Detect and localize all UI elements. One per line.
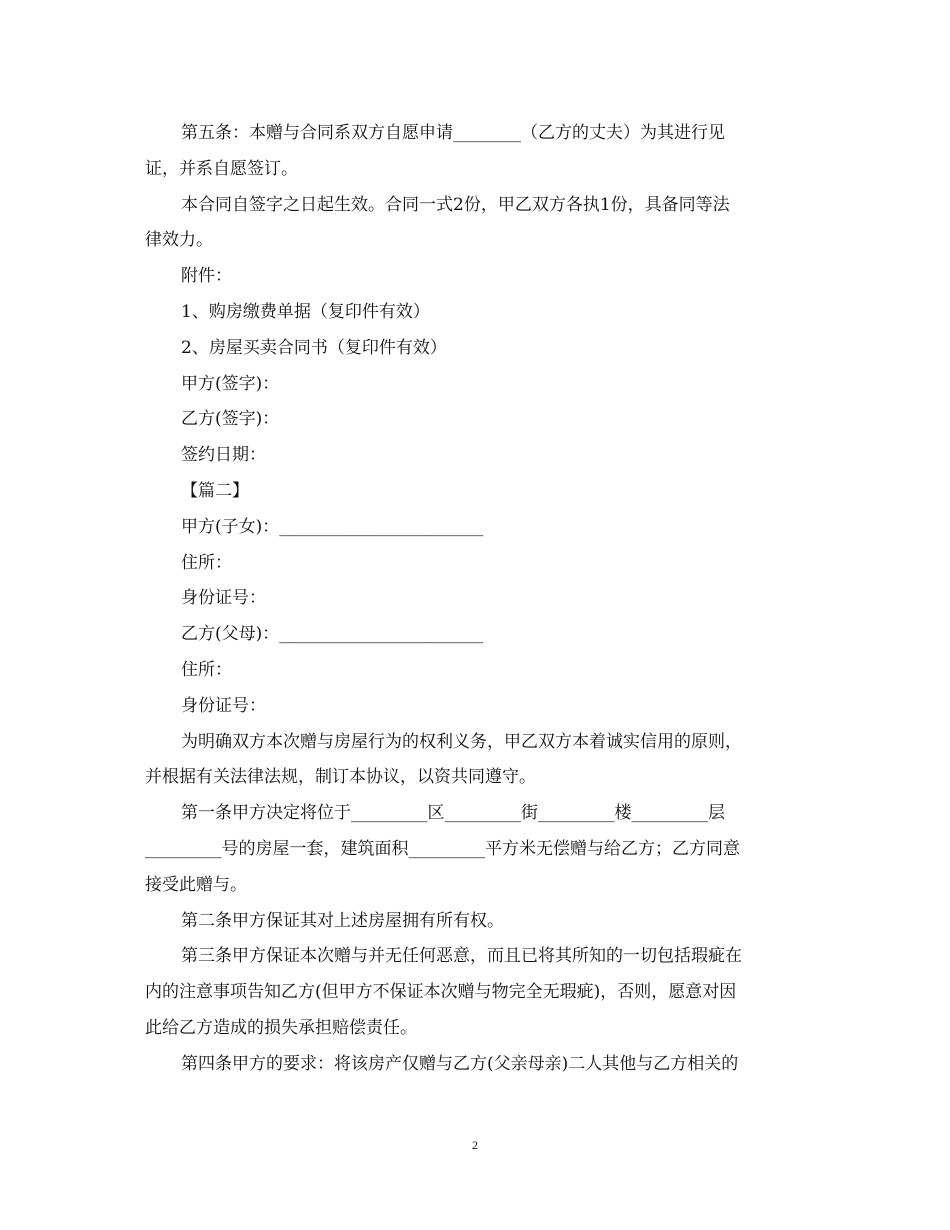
text-line: 第四条甲方的要求：将该房产仅赠与乙方(父亲母亲)二人其他与乙方相关的 bbox=[181, 1053, 739, 1074]
text-line: 内的注意事项告知乙方(但甲方不保证本次赠与物完全无瑕疵)，否则，愿意对因 bbox=[145, 982, 737, 1003]
text-line: 身份证号： bbox=[181, 695, 266, 716]
text-line: 并根据有关法律法规，制订本协议，以资共同遵守。 bbox=[145, 767, 536, 788]
text-line: 乙方(父母)：________________________ bbox=[181, 624, 484, 645]
text-line: 1、购房缴费单据（复印件有效） bbox=[181, 301, 430, 322]
text-line: 住所： bbox=[181, 659, 232, 680]
text-line: 住所： bbox=[181, 552, 232, 573]
text-line: 2、房屋买卖合同书（复印件有效） bbox=[181, 337, 447, 358]
text-line: 本合同自签字之日起生效。合同一式2份，甲乙双方各执1份，具备同等法 bbox=[181, 194, 730, 215]
text-line: 签约日期： bbox=[181, 445, 266, 466]
text-line: 第三条甲方保证本次赠与并无任何恶意，而且已将其所知的一切包括瑕疵在 bbox=[181, 946, 742, 967]
document-body bbox=[145, 116, 805, 1083]
text-line: 证，并系自愿签订。 bbox=[145, 158, 298, 179]
text-line: 甲方(子女)：________________________ bbox=[181, 516, 484, 537]
text-line: 【篇二】 bbox=[181, 480, 249, 501]
page-number: 2 bbox=[472, 1138, 478, 1152]
text-line: _________号的房屋一套，建筑面积_________平方米无偿赠与给乙方；乙方同意 bbox=[145, 838, 740, 859]
text-line: 第二条甲方保证其对上述房屋拥有所有权。 bbox=[181, 910, 504, 931]
text-line: 乙方(签字)： bbox=[181, 409, 280, 430]
text-line: 为明确双方本次赠与房屋行为的权利义务，甲乙双方本着诚实信用的原则， bbox=[181, 731, 742, 752]
text-line: 接受此赠与。 bbox=[145, 874, 247, 895]
text-line: 附件： bbox=[181, 266, 232, 287]
text-line: 甲方(签字)： bbox=[181, 373, 280, 394]
text-line: 第五条：本赠与合同系双方自愿申请________（乙方的丈夫）为其进行见 bbox=[181, 123, 725, 143]
text-line: 第一条甲方决定将位于_________区_________街_________楼_________层 bbox=[181, 803, 725, 824]
text-line: 律效力。 bbox=[145, 230, 213, 251]
text-line: 身份证号： bbox=[181, 588, 266, 609]
text-line: 此给乙方造成的损失承担赔偿责任。 bbox=[145, 1017, 417, 1038]
